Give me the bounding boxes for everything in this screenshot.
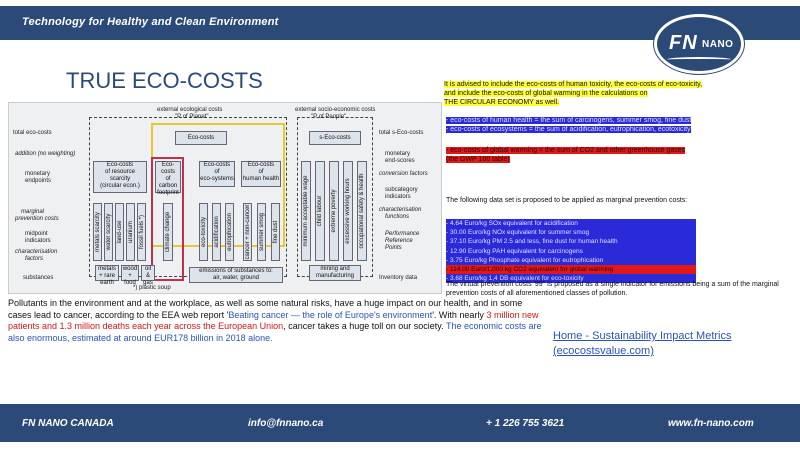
- node-eco-costs-label: Eco-costs: [187, 135, 215, 141]
- label-conversion: conversion factors: [379, 171, 428, 177]
- eco-costs-diagram: [8, 102, 442, 294]
- dataset-intro: The following data set is proposed to be applied as marginal prevention costs:: [446, 197, 688, 204]
- indicator-fine-dust: [271, 203, 280, 261]
- indicator-label: climate change: [165, 211, 171, 253]
- input-wood-line2: + food: [124, 273, 136, 286]
- indicator-label: minimum acceptable wage: [303, 175, 309, 247]
- label-substances: substances: [23, 275, 54, 281]
- fn-nano-logo: [654, 14, 744, 74]
- label-marginal-2: prevention costs: [15, 216, 59, 222]
- definition-ecosystems: - eco-costs of ecosystems = the sum of acidification, eutrophication, ecotoxicity: [446, 126, 691, 133]
- prevention-cost-item: - 3.75 Euro/kg Phosphate equivalent for eutrophication: [446, 256, 696, 265]
- indicator-climate-change: [163, 203, 173, 261]
- indicator-label: eutrophication: [226, 213, 233, 251]
- indicator-label: acidification: [213, 216, 220, 248]
- indicator-uranium: [126, 203, 135, 261]
- header-social-1: external socio-economic costs: [295, 107, 376, 113]
- input-mining: [309, 265, 361, 281]
- indicator-working-hours: [343, 161, 353, 261]
- cancer-paragraph: [8, 298, 548, 344]
- input-oil-line1: oil: [144, 266, 151, 272]
- body-part-2: '. With nearly: [432, 309, 487, 320]
- footnote-plastic-soup: *) plastic soup: [133, 285, 171, 291]
- input-metals-line1: metals: [98, 266, 116, 272]
- indicator-label: fossil fuels *): [138, 214, 145, 250]
- prevention-cost-item: - 114.00 Euro/1,000 kg CO2 equivalent for global warming: [446, 265, 696, 274]
- node-carbon-footprint: [155, 161, 181, 196]
- prevention-costs-list: [446, 219, 696, 283]
- indicator-label: metals scarcity: [94, 212, 101, 252]
- label-subcategory-1: subcategory: [385, 187, 418, 193]
- label-monetary-end-2: end-scores: [385, 158, 415, 164]
- prevention-cost-item: - 3.68 Euro/kg 1,4 DB equivalent for eco-toxicity: [446, 274, 696, 283]
- footer-company: FN NANO CANADA: [22, 418, 114, 429]
- indicator-occupational-safety: [357, 161, 367, 261]
- indicator-label: child labour: [317, 195, 323, 227]
- indicator-label: fine dust: [272, 220, 279, 244]
- label-characterisation-2: factors: [25, 256, 44, 262]
- indicator-extreme-poverty: [329, 161, 339, 261]
- node-eco-costs: [175, 131, 227, 145]
- indicator-label: cancer + non-cancer: [244, 204, 251, 260]
- health-ecosystem-definitions: [446, 116, 758, 134]
- node-ecosystems-line1: Eco-costs: [203, 162, 231, 168]
- label-addition: addition (no weighting): [15, 151, 76, 157]
- body-part-3: , cancer takes a huge toll on our society.: [283, 321, 446, 332]
- label-midpoint-1: midpoint: [25, 231, 48, 237]
- label-monetary-end-1: monetary: [385, 151, 411, 157]
- label-characterisation-fn-1: characterisation: [379, 207, 422, 213]
- cancer-statistic: 3 million new patients and 1.3 million deaths each year across the European Union: [8, 309, 539, 332]
- advice-line: THE CIRCULAR ECONOMY as well.: [444, 99, 560, 106]
- indicator-cancer: [243, 203, 252, 261]
- node-human-line3: human health: [242, 176, 280, 182]
- indicator-child-labour: [315, 161, 325, 261]
- indicator-label: extreme poverty: [331, 189, 337, 233]
- indicator-eco-toxicity: [199, 203, 208, 261]
- header-ecological-2: "P of Planet": [175, 114, 209, 120]
- indicator-land-use: [115, 203, 124, 261]
- label-marginal-1: marginal: [21, 209, 45, 215]
- logo-swoosh: [667, 57, 731, 62]
- page-title: TRUE ECO-COSTS: [66, 68, 263, 93]
- global-warming-definition: [446, 146, 758, 164]
- input-wood-line1: wood: [122, 266, 138, 272]
- node-resource-line2: of resource: [104, 169, 135, 175]
- definition-global-warming: - eco-costs of global warming = the sum of CO2 and other greenhouse gases: [446, 147, 686, 154]
- input-wood: [121, 265, 139, 286]
- header-social-2: "P of People": [311, 114, 347, 120]
- advice-paragraph: [444, 80, 774, 107]
- indicator-fossil-fuels: [137, 203, 146, 261]
- node-ecosystems-line2: of: [214, 169, 220, 175]
- indicator-label: summer smog: [258, 212, 265, 252]
- eea-report-link[interactable]: Beating cancer — the role of Europe's environment: [228, 309, 433, 320]
- node-eco-systems: [199, 161, 235, 187]
- prevention-cost-item: - 30.00 Euro/kg NOx equivalent for summer smog: [446, 228, 696, 237]
- logo-fn-text: FN: [669, 32, 698, 54]
- economic-cost-text: The economic costs are also enormous, estimated at around EUR178 billion in 2018 alone.: [8, 321, 542, 343]
- advice-line: It is advised to include the eco-costs of human toxicity, the eco-costs of eco-toxicity,: [444, 81, 703, 88]
- input-emissions-line2: air, water, ground: [212, 275, 260, 281]
- node-human-health: [241, 161, 281, 187]
- node-human-line2: of: [258, 169, 264, 175]
- node-s-eco-costs-label: s-Eco-costs: [319, 135, 351, 141]
- footer-bar: [0, 404, 800, 442]
- prevention-cost-item: - 12.90 Euro/kg PAH equivalent for carcinogens: [446, 247, 696, 256]
- input-oil: [141, 265, 155, 286]
- indicator-eutrophication: [225, 203, 234, 261]
- body-part-1: Pollutants in the environment and at the workplace, as well as some natural risks, have a huge impact on our health, and in some cases lead to cancer, according to the EEA web report ': [8, 298, 523, 320]
- footer-email[interactable]: info@fnnano.ca: [248, 418, 324, 429]
- node-ecosystems-line3: eco-systems: [200, 176, 234, 182]
- input-metals: [95, 265, 119, 286]
- input-oil-line2: & gas: [143, 273, 153, 286]
- indicator-label: excessive working hours: [345, 178, 351, 244]
- input-mining-line2: manufacturing: [315, 273, 355, 279]
- indicator-label: water scarcity: [105, 213, 112, 251]
- indicator-minimum-wage: [301, 161, 311, 261]
- indicator-water-scarcity: [104, 203, 113, 261]
- indicator-label: eco-toxicity: [200, 216, 207, 248]
- definition-gwp-table: (the GWP 100 table): [446, 156, 510, 163]
- node-carbon-line4: footprint: [157, 190, 179, 196]
- indicator-acidification: [212, 203, 221, 261]
- label-monetary-endpoints-1: monetary: [25, 171, 51, 177]
- definition-human-health: - eco-costs of human health = the sum of carcinogens, summer smog, fine dust: [446, 117, 692, 124]
- node-carbon-line1: Eco-costs: [160, 162, 175, 175]
- prevention-cost-item: - 37.10 Euro/kg PM 2.5 and less, fine dust for human health: [446, 237, 696, 246]
- input-emissions-line1: emissions of substances to:: [199, 268, 273, 274]
- node-carbon-line2: of: [165, 176, 171, 182]
- node-resource-scarcity: [93, 161, 147, 193]
- indicator-metals-scarcity: [93, 203, 102, 261]
- node-resource-line3: scarcity: [109, 176, 131, 182]
- label-performance-3: Points: [385, 245, 402, 251]
- advice-line: and include the eco-costs of global warming in the calculations on: [444, 90, 648, 97]
- label-inventory: Inventory data: [379, 275, 418, 281]
- indicator-label: occupational safety & health: [359, 173, 365, 249]
- label-subcategory-2: indicators: [385, 194, 411, 200]
- label-monetary-endpoints-2: endpoints: [25, 178, 52, 184]
- input-emissions: [189, 267, 283, 283]
- virtual-prevention-note: The virtual prevention costs '99'' is proposed as a single indicator for emissions being a sum of the marginal prevention costs of all aforementioned classes of pollution.: [446, 281, 779, 297]
- label-characterisation-1: characterisation: [15, 249, 58, 255]
- node-resource-line1: Eco-costs: [106, 162, 134, 168]
- indicator-label: uranium: [127, 221, 134, 243]
- node-carbon-line3: carbon: [158, 183, 178, 189]
- input-metals-line2: + rare earth: [99, 273, 115, 286]
- prevention-cost-item: - 4.64 Euro/kg SOx equivalent for acidification: [446, 219, 696, 228]
- label-performance-1: Performance: [385, 231, 420, 237]
- label-midpoint-2: indicators: [25, 238, 51, 244]
- tagline: Technology for Healthy and Clean Environment: [22, 16, 279, 28]
- input-mining-line1: mining and: [320, 266, 350, 272]
- logo-nano-text: NANO: [702, 39, 734, 50]
- node-s-eco-costs: [309, 131, 361, 145]
- label-total-s-eco-costs: total s-Eco-costs: [379, 130, 424, 136]
- footer-website[interactable]: www.fn-nano.com: [668, 418, 754, 429]
- label-characterisation-fn-2: functions: [385, 214, 410, 220]
- indicator-summer-smog: [257, 203, 266, 261]
- node-human-line1: Eco-costs: [247, 162, 275, 168]
- footer-phone: + 1 226 755 3621: [486, 418, 565, 429]
- ecocosts-website-link[interactable]: Home - Sustainability Impact Metrics (ecocostsvalue.com): [553, 330, 732, 357]
- node-resource-line4: (circular econ.): [100, 183, 140, 189]
- label-total-eco-costs: total eco-costs: [13, 130, 52, 136]
- header-ecological-1: external ecological costs: [157, 107, 223, 113]
- indicator-label: land-use: [116, 220, 123, 244]
- label-performance-2: Reference: [385, 238, 413, 244]
